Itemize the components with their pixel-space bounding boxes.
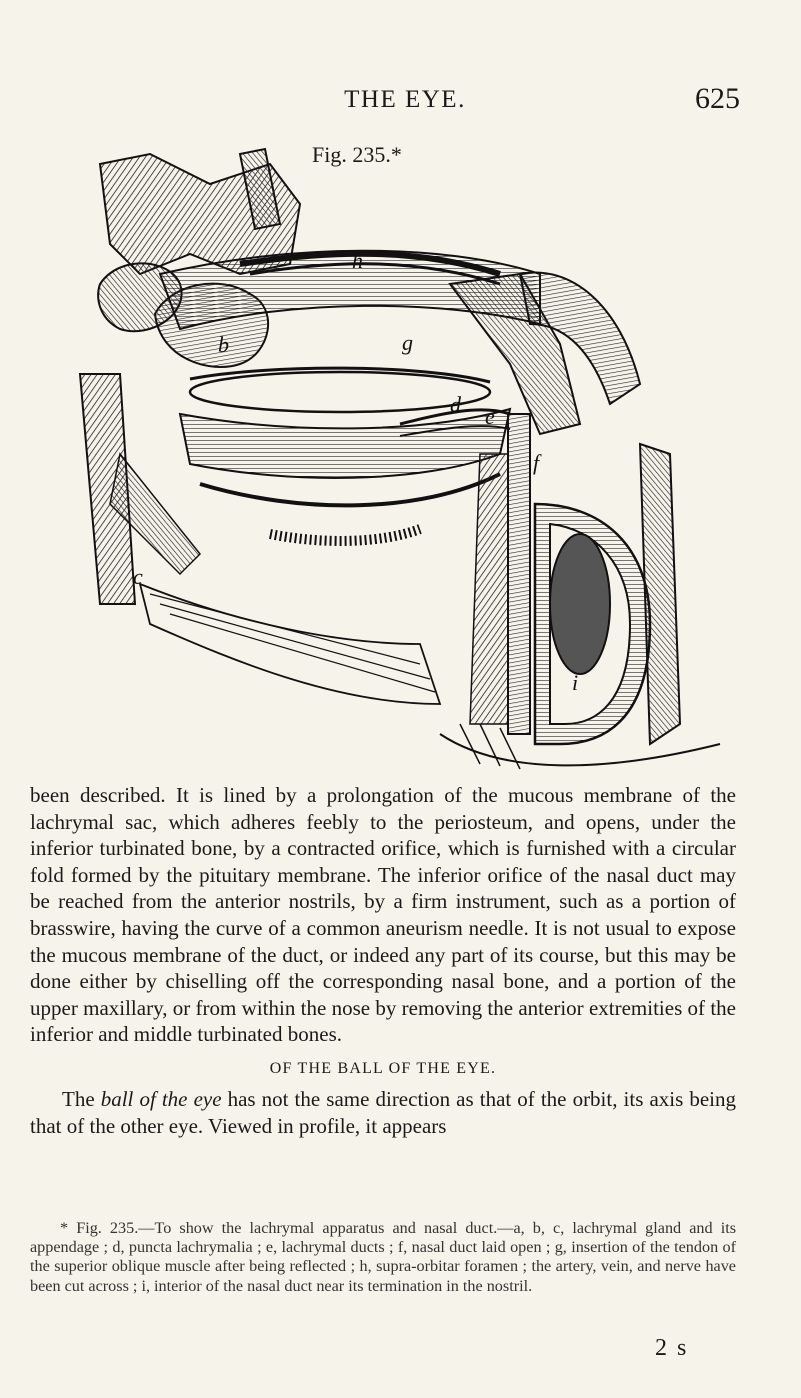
lower-eyelid bbox=[180, 409, 510, 478]
paragraph-ball-of-eye bbox=[30, 1086, 736, 1139]
cheek-region bbox=[140, 584, 440, 704]
label-g: g bbox=[402, 330, 413, 355]
running-head bbox=[70, 82, 740, 120]
nasal-cavity-dark bbox=[550, 534, 610, 674]
label-e: e bbox=[485, 404, 495, 429]
running-title: THE EYE. bbox=[344, 86, 466, 113]
paragraph-nasal-duct: been described. It is lined by a prolongation of the mucous membrane of the lachrymal sac, which adheres feebly to the periosteum, and opens, under the inferior turbinated bone, by a contracted orifice, which is furnished with a circular fold formed by the pituitary membrane. The inferior orifice of the nasal duct may be reached from the anterior nostrils, by a firm instrument, such as a portion of brasswire, having the curve of a common aneurism needle. It is not usual to expose the mucous membrane of the duct, or indeed any part of its course, but this may be done either by chiselling off the corresponding nasal bone, and a portion of the upper maxillary, or from within the nose by removing the anterior extremities of the inferior and middle turbinated bones. bbox=[30, 783, 736, 1047]
label-c: c bbox=[133, 564, 143, 589]
nasal-duct bbox=[508, 414, 530, 734]
figure-caption: Fig. 235.* bbox=[312, 142, 402, 167]
lower-lid-ribbed bbox=[270, 529, 420, 541]
page-number: 625 bbox=[695, 82, 740, 115]
footnote bbox=[30, 1219, 736, 1296]
label-d: d bbox=[450, 392, 461, 417]
palpebral-fissure bbox=[190, 372, 490, 412]
footnote-text: * Fig. 235.—To show the lachrymal apparatus and nasal duct.—a, b, c, lachrymal gland and its appendage ; d, puncta lachrymalia ; e, lachrymal ducts ; f, nasal duct laid open ; g, insertion of the tendon of the superior oblique muscle after being reflected ; h, supra-orbitar foramen ; the artery, vein, and nerve have been cut across ; i, interior of the nasal duct near its termination in the nostril. bbox=[30, 1219, 736, 1295]
section-heading: OF THE BALL OF THE EYE. bbox=[269, 1059, 497, 1077]
label-h: h bbox=[352, 248, 363, 273]
body-text bbox=[30, 782, 736, 1139]
paragraph2-italic: ball of the eye bbox=[100, 1086, 222, 1111]
nasal-duct-wall bbox=[470, 454, 508, 724]
label-b: b bbox=[218, 332, 229, 357]
paragraph2-rest: has not the same direction as that of the orbit, its axis being that of the other eye. Viewed in profile, it appears bbox=[30, 1086, 736, 1138]
signature-mark: 2 s bbox=[655, 1335, 689, 1361]
label-f: f bbox=[533, 450, 540, 475]
paragraph2-start: The bbox=[62, 1086, 101, 1111]
label-i: i bbox=[572, 670, 579, 695]
right-outer-wall bbox=[640, 444, 680, 744]
anatomical-illustration bbox=[40, 124, 780, 784]
